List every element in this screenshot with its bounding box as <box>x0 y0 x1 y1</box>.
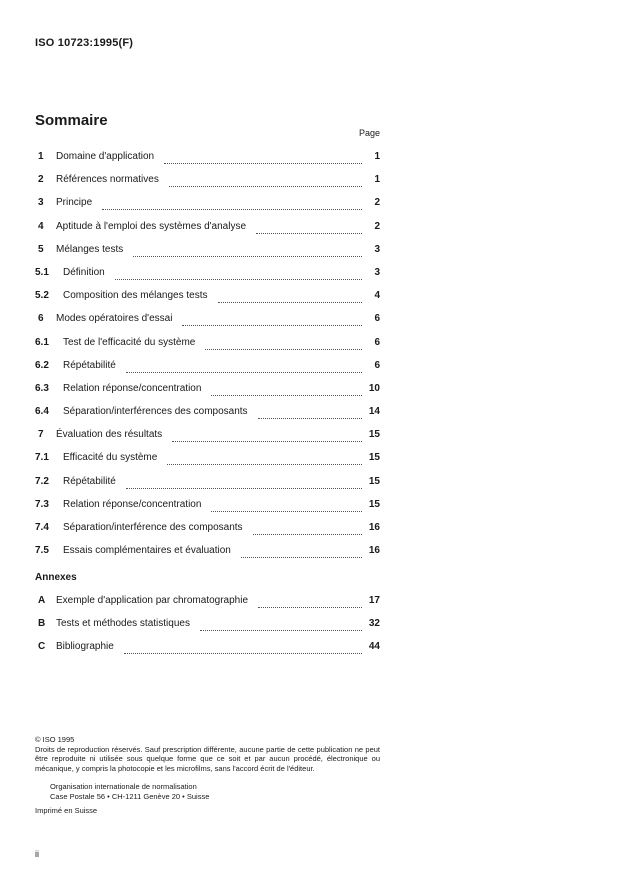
toc-row <box>35 447 380 470</box>
toc-label: Relation réponse/concentration <box>63 382 202 394</box>
toc-leader-dots <box>172 429 362 442</box>
toc-label: Principe <box>56 197 93 209</box>
toc-label: Aptitude à l'emploi des systèmes d'analyse <box>56 220 247 232</box>
toc-row <box>35 216 380 239</box>
copyright-line: © ISO 1995 <box>35 735 75 744</box>
toc-leader-dots <box>258 406 362 419</box>
toc-page: 1 <box>374 151 380 162</box>
toc-leader-dots <box>115 267 362 280</box>
toc-leader-dots <box>211 383 362 396</box>
toc-leader-dots <box>167 452 362 465</box>
toc-label: Répétabilité <box>63 359 116 371</box>
toc-page: 6 <box>374 359 380 371</box>
toc-label: Relation réponse/concentration <box>63 498 202 510</box>
toc-number: 5.2 <box>35 290 49 302</box>
toc-number: 5 <box>38 243 44 255</box>
toc-leader-dots <box>256 221 362 234</box>
annexes-label: Exemple d'application par chromatographie <box>56 595 249 606</box>
toc-number: 6.3 <box>35 382 49 394</box>
toc-number: 3 <box>38 197 44 209</box>
table-of-contents <box>35 146 380 563</box>
annexes-page: 17 <box>368 595 380 606</box>
annexes-row <box>35 590 380 613</box>
toc-number: 7.5 <box>35 545 49 557</box>
annexes-page: 44 <box>368 641 380 653</box>
toc-page: 2 <box>374 197 380 209</box>
toc-row <box>35 285 380 308</box>
toc-row <box>35 332 380 355</box>
toc-label: Mélanges tests <box>56 243 124 255</box>
toc-leader-dots <box>126 360 362 373</box>
organisation-address <box>50 782 209 801</box>
toc-row <box>35 424 380 447</box>
toc-page: 16 <box>368 522 380 533</box>
toc-leader-dots <box>164 151 362 164</box>
toc-number: 6.1 <box>35 336 49 348</box>
toc-label: Efficacité du système <box>63 452 158 464</box>
annexes-row <box>35 636 380 659</box>
toc-number: 1 <box>38 151 44 162</box>
toc-row <box>35 401 380 424</box>
toc-number: 7.2 <box>35 475 49 487</box>
toc-number: 2 <box>38 174 44 186</box>
toc-leader-dots <box>182 313 362 326</box>
toc-label: Essais complémentaires et évaluation <box>63 545 231 557</box>
page-title: Sommaire <box>35 112 108 129</box>
toc-page: 15 <box>368 452 380 464</box>
printed-in: Imprimé en Suisse <box>35 806 98 815</box>
annexes-number: B <box>38 618 46 630</box>
toc-leader-dots <box>205 337 362 350</box>
annexes-leader-dots <box>200 618 362 631</box>
toc-number: 4 <box>38 220 44 232</box>
toc-row <box>35 355 380 378</box>
toc-row <box>35 169 380 192</box>
annexes-label: Bibliographie <box>56 641 114 653</box>
toc-row <box>35 378 380 401</box>
toc-label: Séparation/interférence des composants <box>63 522 243 533</box>
toc-leader-dots <box>241 545 362 558</box>
toc-page: 10 <box>368 382 380 394</box>
toc-number: 6 <box>38 313 44 325</box>
toc-number: 7 <box>38 429 44 441</box>
toc-label: Références normatives <box>56 174 159 186</box>
toc-number: 5.1 <box>35 266 49 278</box>
toc-number: 6.2 <box>35 359 49 371</box>
standard-id: ISO 10723:1995(F) <box>35 37 134 49</box>
toc-page: 15 <box>368 498 380 510</box>
annexes-label: Tests et méthodes statistiques <box>56 618 190 630</box>
toc-leader-dots <box>253 522 362 535</box>
annexes-heading: Annexes <box>35 572 77 583</box>
toc-row <box>35 517 380 540</box>
toc-row <box>35 308 380 331</box>
toc-page: 15 <box>368 429 380 441</box>
toc-label: Définition <box>63 266 105 278</box>
page-number: ii <box>35 849 39 859</box>
toc-page: 3 <box>374 266 380 278</box>
toc-row <box>35 471 380 494</box>
annex-list <box>35 590 380 660</box>
annexes-number: A <box>38 595 46 606</box>
toc-page: 6 <box>374 336 380 348</box>
page-column-label: Page <box>358 128 380 138</box>
annexes-leader-dots <box>258 595 362 608</box>
toc-leader-dots <box>126 476 362 489</box>
toc-row <box>35 192 380 215</box>
organisation-postal: Case Postale 56 • CH-1211 Genève 20 • Suisse <box>50 791 210 801</box>
toc-leader-dots <box>102 197 362 210</box>
toc-number: 7.3 <box>35 498 49 510</box>
toc-page: 14 <box>368 406 380 418</box>
toc-row <box>35 494 380 517</box>
copyright-body: Droits de reproduction réservés. Sauf prescription différente, aucune partie de cette publication ne peut être reproduite ni utilisée sous quelque forme que ce soit et par aucun procédé, électronique ou mécanique, y compris la photocopie et les microfilms, sans l'accord écrit de l'éditeur. <box>35 744 380 773</box>
toc-label: Domaine d'application <box>56 151 155 162</box>
organisation-name: Organisation internationale de normalisation <box>50 782 197 791</box>
toc-number: 7.1 <box>35 452 49 464</box>
toc-page: 16 <box>368 545 380 557</box>
toc-leader-dots <box>133 244 362 257</box>
toc-label: Répétabilité <box>63 475 116 487</box>
annexes-page: 32 <box>368 618 380 630</box>
toc-label: Évaluation des résultats <box>56 429 163 441</box>
toc-row <box>35 262 380 285</box>
toc-row <box>35 540 380 563</box>
toc-number: 7.4 <box>35 522 49 533</box>
toc-page: 3 <box>374 243 380 255</box>
toc-page: 2 <box>374 220 380 232</box>
annexes-number: C <box>38 641 46 653</box>
toc-label: Composition des mélanges tests <box>63 290 208 302</box>
toc-page: 1 <box>374 174 380 186</box>
toc-label: Modes opératoires d'essai <box>56 313 173 325</box>
toc-page: 15 <box>368 475 380 487</box>
toc-number: 6.4 <box>35 406 49 418</box>
annexes-leader-dots <box>124 641 362 654</box>
toc-row <box>35 239 380 262</box>
toc-label: Séparation/interférences des composants <box>63 406 248 418</box>
annexes-row <box>35 613 380 636</box>
toc-leader-dots <box>211 499 362 512</box>
toc-leader-dots <box>169 174 362 187</box>
toc-row <box>35 146 380 169</box>
copyright-notice <box>35 735 380 773</box>
toc-page: 6 <box>374 313 380 325</box>
toc-leader-dots <box>218 290 362 303</box>
toc-label: Test de l'efficacité du système <box>63 336 196 348</box>
toc-page: 4 <box>374 290 380 302</box>
